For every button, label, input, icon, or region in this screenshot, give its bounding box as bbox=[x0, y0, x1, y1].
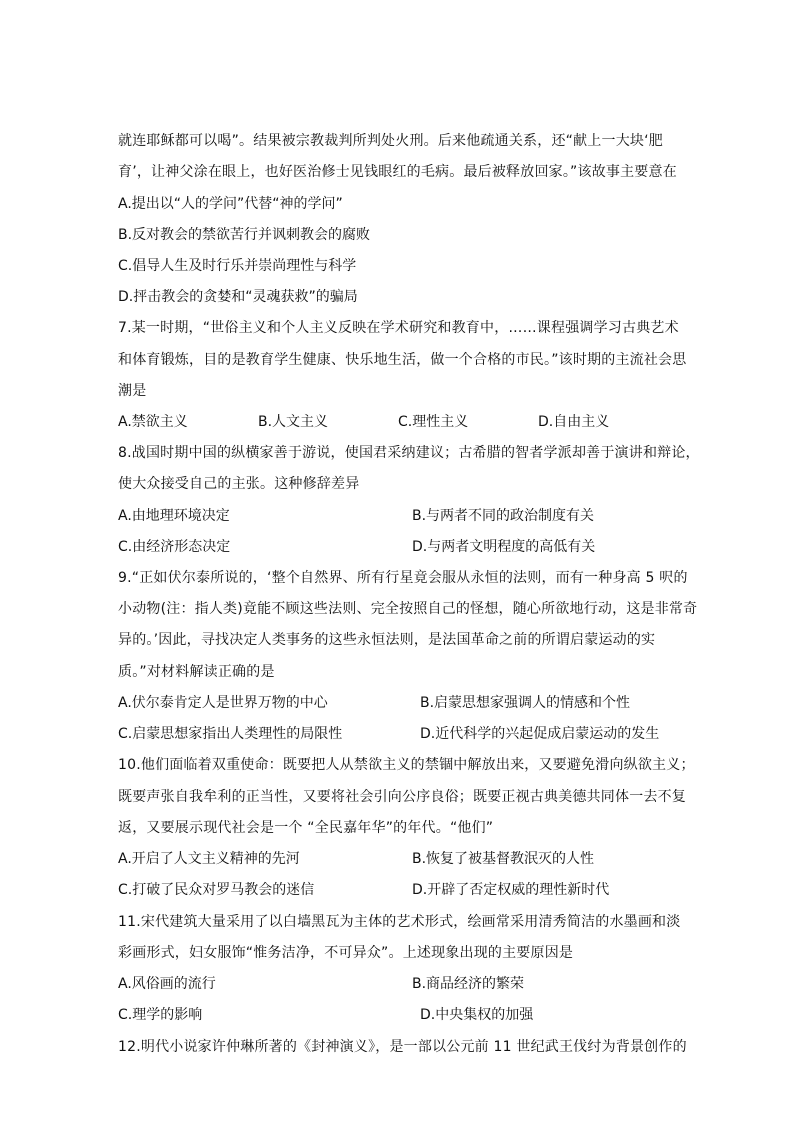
question-7-option-d: D.自由主义 bbox=[538, 414, 610, 430]
question-6-option-c: C.倡导人生及时行乐并崇尚理性与科学 bbox=[118, 258, 357, 274]
question-6-option-b: B.反对教会的禁欲苦行并讽刺教会的腐败 bbox=[118, 227, 371, 243]
question-9-stem-line-1: 9.“正如伏尔泰所说的，‘整个自然界、所有行星竟会服从永恒的法则，而有一种身高 5 呎的 bbox=[118, 570, 688, 586]
question-9-option-b: B.启蒙思想家强调人的情感和个性 bbox=[420, 695, 631, 711]
question-7-option-c: C.理性主义 bbox=[398, 414, 469, 430]
question-11-option-b: B.商品经济的繁荣 bbox=[412, 976, 525, 992]
question-12-stem-line-1: 12.明代小说家许仲琳所著的《封神演义》，是一部以公元前 11 世纪武王伐纣为背景创作的 bbox=[118, 1039, 687, 1055]
question-10-stem-line-1: 10.他们面临着双重使命：既要把人从禁欲主义的禁锢中解放出来，又要避免滑向纵欲主义； bbox=[118, 757, 695, 773]
question-8-option-c: C.由经济形态决定 bbox=[118, 539, 231, 555]
question-11-option-c: C.理学的影响 bbox=[118, 1007, 203, 1023]
question-9-stem-line-4: 质。”对材料解读正确的是 bbox=[118, 664, 275, 680]
question-9-stem-line-2: 小动物(注：指人类)竟能不顾这些法则、完全按照自己的怪想，随心所欲地行动，这是非常奇 bbox=[118, 601, 698, 617]
question-10-option-b: B.恢复了被基督教泯灭的人性 bbox=[412, 851, 595, 867]
question-11-option-a: A.风俗画的流行 bbox=[118, 976, 216, 992]
question-9-option-a: A.伏尔泰肯定人是世界万物的中心 bbox=[118, 695, 328, 711]
question-7-stem-line-3: 潮是 bbox=[118, 383, 147, 399]
question-6-stem-line-2: 育’，让神父涂在眼上，也好医治修士见钱眼红的毛病。最后被释放回家。”该故事主要意在 bbox=[118, 164, 677, 180]
question-8-stem-line-1: 8.战国时期中国的纵横家善于游说，使国君采纳建议；古希腊的智者学派却善于演讲和辩论， bbox=[118, 445, 700, 461]
question-10-stem-line-3: 返，又要展示现代社会是一个 “全民嘉年华”的年代。“他们” bbox=[118, 820, 494, 836]
question-6-stem-line-1: 就连耶稣都可以喝”。结果被宗教裁判所判处火刑。后来他疏通关系，还“献上一大块‘肥 bbox=[118, 133, 663, 149]
question-11-stem-line-2: 彩画形式，妇女服饰“惟务洁净，不可异众”。上述现象出现的主要原因是 bbox=[118, 945, 574, 961]
question-11-option-d: D.中央集权的加强 bbox=[420, 1007, 534, 1023]
question-6-option-a: A.提出以“人的学问”代替“神的学问” bbox=[118, 196, 343, 212]
question-8-option-d: D.与两者文明程度的高低有关 bbox=[412, 539, 596, 555]
question-10-option-a: A.开启了人文主义精神的先河 bbox=[118, 851, 300, 867]
question-9-stem-line-3: 异的。’因此，寻找决定人类事务的这些永恒法则，是法国革命之前的所谓启蒙运动的实 bbox=[118, 632, 656, 648]
question-8-option-b: B.与两者不同的政治制度有关 bbox=[412, 508, 595, 524]
question-10-stem-line-2: 既要声张自我牟利的正当性，又要将社会引向公序良俗；既要正视古典美德共同体一去不复 bbox=[118, 789, 686, 805]
question-7-stem-line-2: 和体育锻炼，目的是教育学生健康、快乐地生活，做一个合格的市民。”该时期的主流社会思 bbox=[118, 352, 687, 368]
question-6-option-d: D.抨击教会的贪婪和“灵魂获救”的骗局 bbox=[118, 289, 358, 305]
question-9-option-d: D.近代科学的兴起促成启蒙运动的发生 bbox=[420, 726, 660, 742]
question-9-option-c: C.启蒙思想家指出人类理性的局限性 bbox=[118, 726, 343, 742]
question-10-option-c: C.打破了民众对罗马教会的迷信 bbox=[118, 882, 315, 898]
question-7-option-a: A.禁欲主义 bbox=[118, 414, 188, 430]
question-11-stem-line-1: 11.宋代建筑大量采用了以白墙黑瓦为主体的艺术形式，绘画常采用清秀简洁的水墨画和淡 bbox=[118, 914, 681, 930]
question-8-stem-line-2: 使大众接受自己的主张。这种修辞差异 bbox=[118, 476, 360, 492]
question-10-option-d: D.开辟了否定权威的理性新时代 bbox=[412, 882, 610, 898]
question-8-option-a: A.由地理环境决定 bbox=[118, 508, 230, 524]
question-7-option-b: B.人文主义 bbox=[258, 414, 329, 430]
question-7-stem-line-1: 7.某一时期，“世俗主义和个人主义反映在学术研究和教育中，……课程强调学习古典艺术 bbox=[118, 320, 679, 336]
